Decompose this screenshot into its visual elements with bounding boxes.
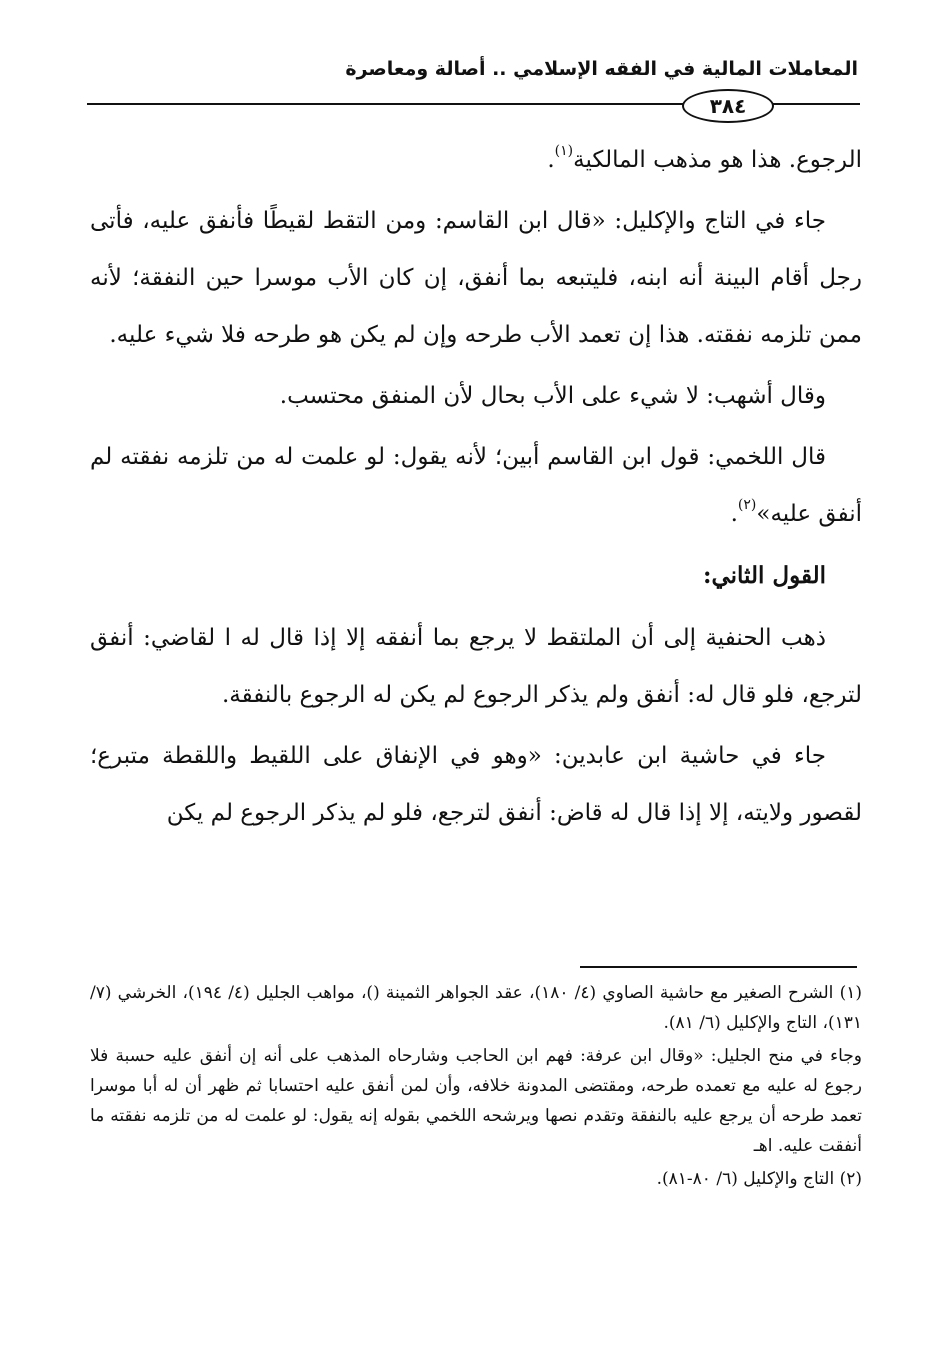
paragraph-4-text: قال اللخمي: قول ابن القاسم أبين؛ لأنه يقول: لو علمت له من تلزمه نفقته لم أنفق عليه» xyxy=(90,444,862,527)
page-number: ٣٨٤ xyxy=(682,89,774,123)
body-text xyxy=(90,132,862,846)
footnote-rule xyxy=(580,966,857,968)
footnote-2: (٢) التاج والإكليل (٦/ ٨٠-٨١). xyxy=(656,1169,862,1189)
footnote-1-quote: وجاء في منح الجليل: «وقال ابن عرفة: فهم ابن الحاجب وشارحاه المذهب على أنه إن أنفق عليه حسبة فلا رجوع له عليه مع تعمده طرحه، ومقتضى المدونة خلافه، وأن لمن أنفق عليه احتسابا ثم ظهر أن له أبا موسرا تعمد طرحه أن يرجع عليه بالنفقة وتقدم نصها ويرشحه اللخمي بقوله إنه يقول: لو علمت له من تلزمه نفقته ما أنفقت عليه. اهـ xyxy=(90,1046,862,1156)
paragraph-5: ذهب الحنفية إلى أن الملتقط لا يرجع بما أنفقه إلا إذا قال له ا لقاضي: أنفق لترجع، فلو قال له: أنفق ولم يذكر الرجوع لم يكن له الرجوع بالنفقة. xyxy=(90,625,862,708)
paragraph-2: جاء في التاج والإكليل: «قال ابن القاسم: ومن التقط لقيطًا فأنفق عليه، فأتى رجل أقام البينة أنه ابنه، فليتبعه بما أنفق، إن كان الأب موسرا حين النفقة؛ لأنه ممن تلزمه نفقته. هذا إن تعمد الأب طرحه وإن لم يكن هو طرحه فلا شيء عليه. xyxy=(90,208,862,348)
footnotes xyxy=(90,978,862,1197)
footnote-ref-1: (١) xyxy=(554,143,574,159)
paragraph-4 xyxy=(90,429,862,543)
paragraph-3: وقال أشهب: لا شيء على الأب بحال لأن المنفق محتسب. xyxy=(279,383,826,409)
section-title: القول الثاني: xyxy=(702,562,826,589)
paragraph-6: جاء في حاشية ابن عابدين: «وهو في الإنفاق على اللقيط واللقطة متبرع؛ لقصور ولايته، إلا إذا قال له قاض: أنفق لترجع، فلو لم يذكر الرجوع لم يكن xyxy=(90,743,862,826)
footnote-1-sources: (١) الشرح الصغير مع حاشية الصاوي (٤/ ١٨٠)، عقد الجواهر الثمينة ()، مواهب الجليل (٤/ ١٩٤)، الخرشي (٧/ ١٣١)، التاج والإكليل (٦/ ٨١). xyxy=(90,983,862,1033)
footnote-ref-2: (٢) xyxy=(737,497,757,513)
running-header-title: المعاملات المالية في الفقه الإسلامي .. أصالة ومعاصرة xyxy=(345,58,858,80)
paragraph-1 xyxy=(90,132,862,189)
paragraph-4-end: . xyxy=(730,501,738,527)
paragraph-1-end: . xyxy=(547,147,555,173)
paragraph-1-text: الرجوع. هذا هو مذهب المالكية xyxy=(573,147,862,173)
